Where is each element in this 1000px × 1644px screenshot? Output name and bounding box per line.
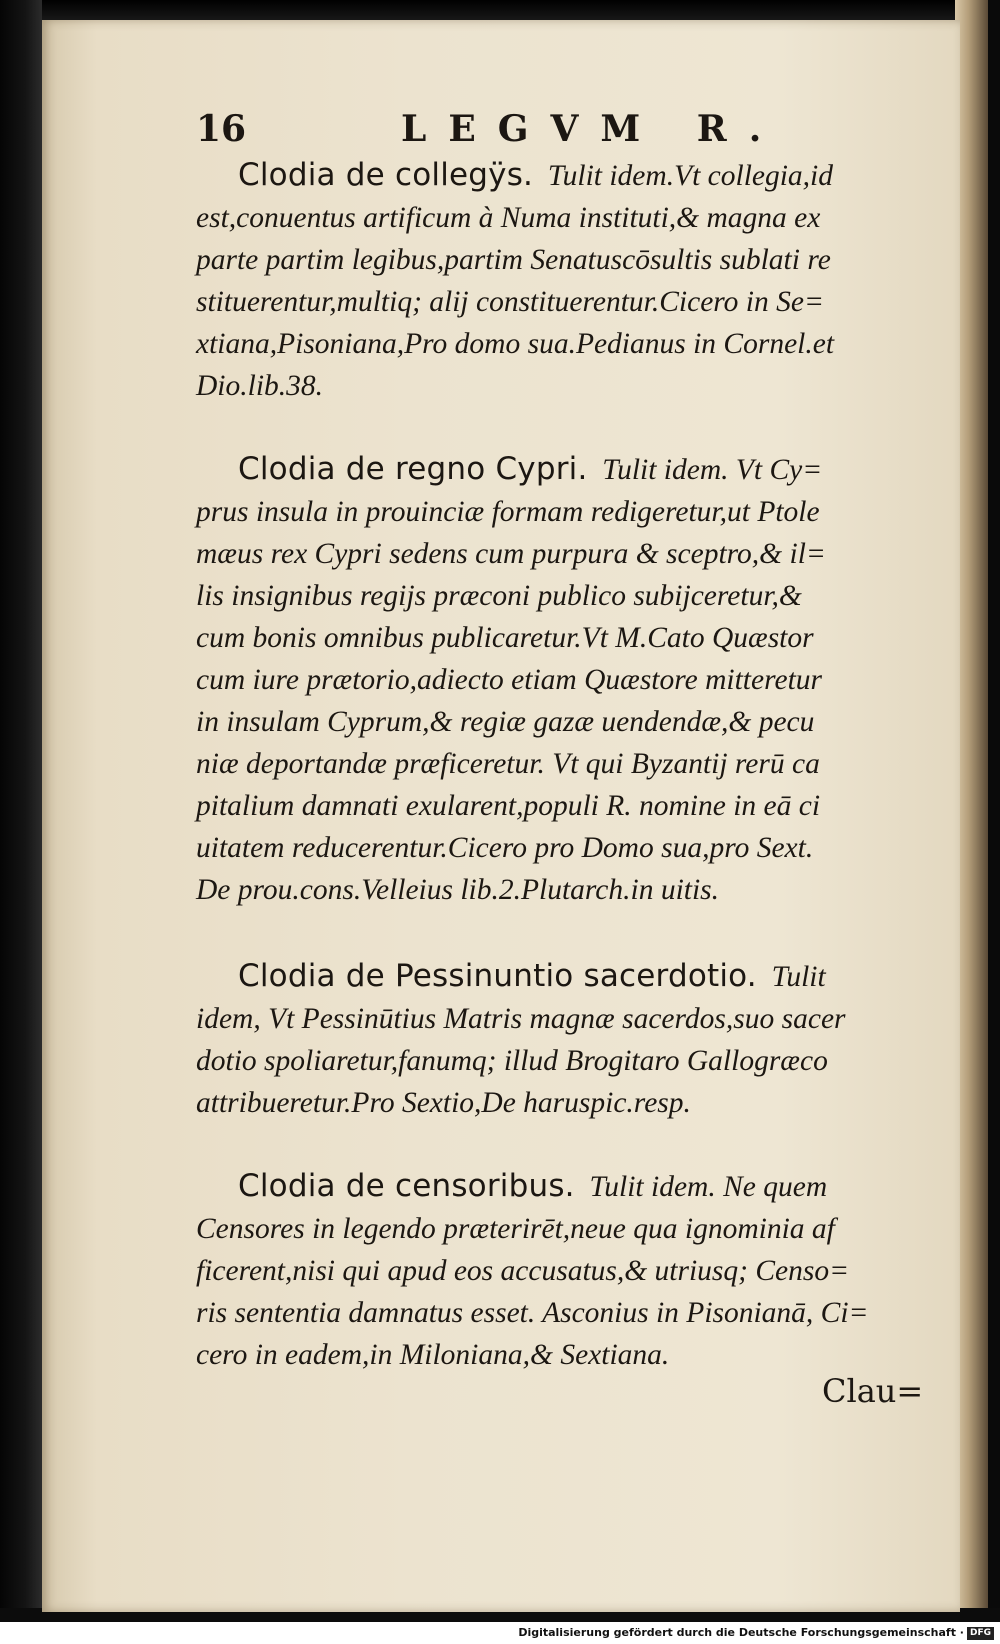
body-line: Tulit idem. Vt Cy=	[602, 454, 823, 486]
running-title: LEGVM R.	[401, 108, 784, 150]
footer-credit: Digitalisierung gefördert durch die Deutsche Forschungsgemeinschaft ·	[518, 1626, 964, 1639]
section-heading: Clodia de censoribus.	[238, 1168, 575, 1204]
body-line: in insulam Cyprum,& regiæ gazæ uendendæ,& pecu	[196, 706, 815, 738]
first-line	[196, 1165, 896, 1208]
body-line: Tulit	[771, 961, 826, 993]
first-line	[196, 955, 896, 998]
body-line: pitalium damnati exularent,populi R. nomine in eā ci	[196, 790, 821, 822]
digitization-footer	[0, 1622, 1000, 1644]
body-line: mæus rex Cypri sedens cum purpura & sceptro,& il=	[196, 538, 826, 570]
scan-background-top	[0, 0, 1000, 22]
running-header	[196, 108, 896, 158]
body-line: Censores in legendo præterirēt,neue qua ignominia af	[196, 1213, 835, 1245]
first-line	[196, 448, 896, 491]
dfg-logo: DFG	[967, 1627, 994, 1640]
body-line: ris sententia damnatus esset. Asconius in Pisonianā, Ci=	[196, 1297, 869, 1329]
section-heading: Clodia de collegÿs.	[238, 157, 534, 193]
section-heading: Clodia de regno Cypri.	[238, 451, 588, 487]
scan-background-right	[988, 0, 1000, 1620]
body-line: Dio.lib.38.	[196, 370, 324, 402]
body-line: est,conuentus artificum à Numa instituti,& magna ex	[196, 202, 821, 234]
body-line: ficerent,nisi qui apud eos accusatus,& utriusq; Censo=	[196, 1255, 850, 1287]
body-line: attribueretur.Pro Sextio,De haruspic.resp.	[196, 1087, 691, 1119]
body-line: cero in eadem,in Miloniana,& Sextiana.	[196, 1339, 670, 1371]
body-line: uitatem reducerentur.Cicero pro Domo sua,pro Sext.	[196, 832, 814, 864]
body-line: lis insignibus regijs præconi publico subijceretur,&	[196, 580, 802, 612]
body-line: niæ deportandæ præficeretur. Vt qui Byzantij rerū ca	[196, 748, 820, 780]
section-clodia-de-pessinuntio	[196, 955, 896, 1124]
section-clodia-de-regno-cypri	[196, 448, 896, 911]
body-line: Tulit idem. Ne quem	[589, 1171, 828, 1203]
scan-background-left	[0, 0, 42, 1620]
body-line: idem, Vt Pessinūtius Matris magnæ sacerdos,suo sacer	[196, 1003, 846, 1035]
body-line: parte partim legibus,partim Senatuscōsultis sublati re	[196, 244, 831, 276]
section-clodia-de-collegiis	[196, 154, 896, 407]
first-line	[196, 154, 896, 197]
page-number: 16	[196, 108, 247, 150]
body-line: cum iure prætorio,adiecto etiam Quæstore mitteretur	[196, 664, 822, 696]
body-line: prus insula in prouinciæ formam redigeretur,ut Ptole	[196, 496, 820, 528]
body-line: stituerentur,multiq; alij constituerentur.Cicero in Se=	[196, 286, 824, 318]
body-line: Tulit idem.Vt collegia,id	[547, 160, 834, 192]
section-clodia-de-censoribus	[196, 1165, 896, 1376]
catchword: Clau=	[822, 1372, 924, 1410]
section-heading: Clodia de Pessinuntio sacerdotio.	[238, 958, 757, 994]
body-line: cum bonis omnibus publicaretur.Vt M.Cato Quæstor	[196, 622, 814, 654]
body-line: xtiana,Pisoniana,Pro domo sua.Pedianus in Cornel.et	[196, 328, 835, 360]
body-line: De prou.cons.Velleius lib.2.Plutarch.in uitis.	[196, 874, 720, 906]
body-line: dotio spoliaretur,fanumq; illud Brogitaro Gallogræco	[196, 1045, 828, 1077]
